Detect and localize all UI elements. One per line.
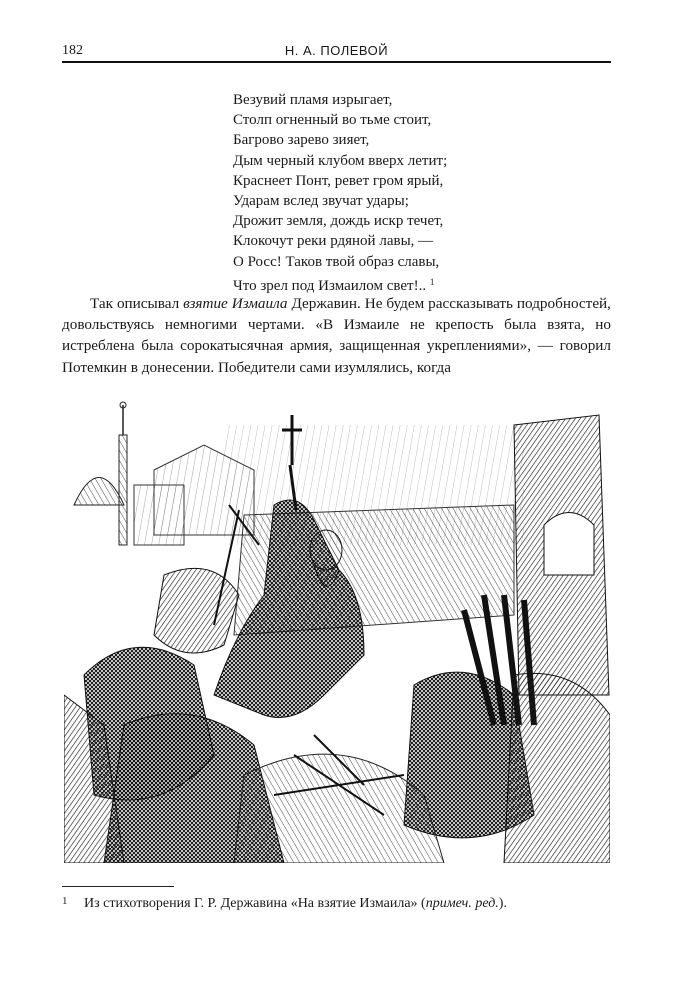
page-number: 182 [62, 43, 83, 58]
poem-line: О Росс! Таков твой образ славы, [233, 253, 440, 270]
footnote-number: 1 [62, 895, 68, 907]
footnote-italic: примеч. ред. [425, 896, 499, 911]
header-rule [62, 61, 611, 63]
poem-line: Клокочут реки рдяной лавы, — [233, 233, 434, 250]
page-header [62, 40, 611, 62]
footnote-ref[interactable]: 1 [429, 276, 435, 287]
paragraph-italic: взятие Измаила [183, 295, 288, 312]
footnote-end: ). [498, 896, 507, 911]
poem-line: Ударам вслед звучат удары; [233, 193, 409, 210]
poem-line: Дрожит земля, дождь искр течет, [233, 213, 444, 230]
footnote-rule [62, 886, 174, 887]
paragraph-text-1: Так описывал [90, 295, 184, 312]
poem [233, 90, 447, 296]
footnote-text: Из стихотворения Г. Р. Державина «На взятие Измаила» ( [84, 896, 426, 911]
poem-line: Везувий пламя изрыгает, [233, 92, 393, 108]
engraving-storming-of-izmail-icon [64, 395, 610, 863]
poem-line: Дым черный клубом вверх летит; [233, 152, 448, 169]
paragraph-text-2: Державин. Не будем рассказывать подробностей, довольствуясь немногими чертами. «В Измаиле не крепость была взята, но истреблена была сорокатысячная армия, защищенная укреплениями», — говорил Потемкин в донесении. Победители сами изумлялись, когда [62, 295, 611, 376]
poem-line: Багрово зарево зияет, [233, 132, 370, 149]
running-head: Н. А. ПОЛЕВОЙ [284, 43, 389, 58]
footnote [62, 892, 611, 913]
poem-line: Столп огненный во тьме стоит, [233, 112, 432, 129]
poem-line: Краснеет Понт, ревет гром ярый, [233, 172, 444, 189]
poem-last-line-text: Что зрел под Измаилом свет!.. [233, 277, 427, 294]
body-paragraph [62, 293, 611, 378]
